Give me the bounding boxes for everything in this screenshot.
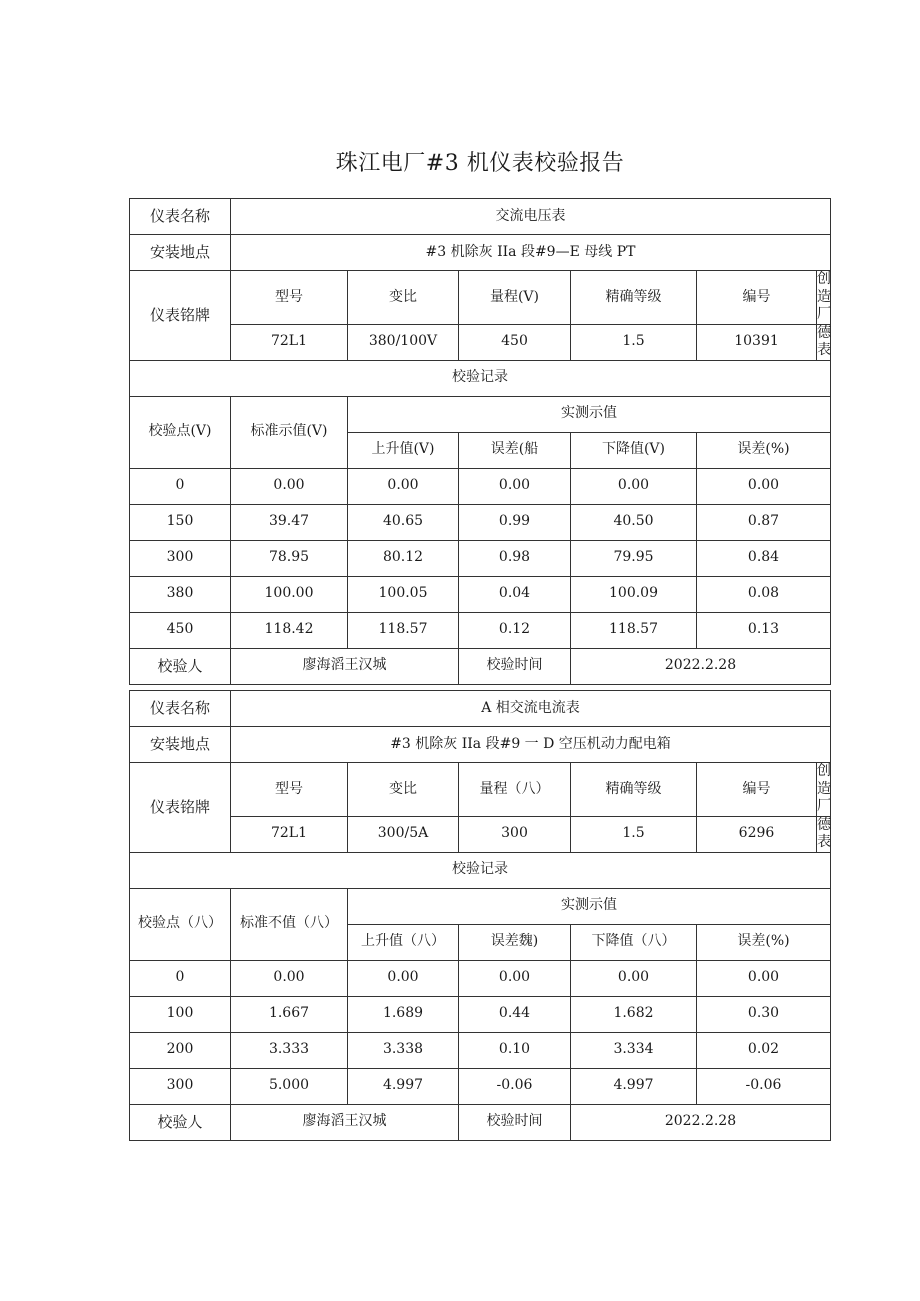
nameplate-label: 仪表铭牌 [130, 271, 231, 361]
down-value: 118.57 [571, 612, 697, 648]
cal-point: 300 [130, 1068, 231, 1104]
err-up-value: 0.00 [459, 468, 571, 504]
err-down-value: 0.02 [697, 1032, 831, 1068]
table-row [130, 996, 831, 1032]
model-header: 型号 [231, 271, 348, 325]
time-label: 校验时间 [459, 1104, 571, 1140]
model-value: 72L1 [231, 816, 348, 852]
time-label: 校验时间 [459, 648, 571, 684]
table-row [130, 504, 831, 540]
err-up-value: 0.10 [459, 1032, 571, 1068]
err-down-value: 0.08 [697, 576, 831, 612]
err-down-header: 误差(%) [697, 924, 831, 960]
up-header: 上升值（八） [348, 924, 459, 960]
up-value: 100.05 [348, 576, 459, 612]
std-value: 100.00 [231, 576, 348, 612]
cal-point: 0 [130, 960, 231, 996]
table-row [130, 576, 831, 612]
serial-header: 编号 [697, 271, 817, 325]
cal-point: 200 [130, 1032, 231, 1068]
grade-header: 精确等级 [571, 763, 697, 817]
instrument-name-label: 仪表名称 [130, 691, 231, 727]
cal-point: 150 [130, 504, 231, 540]
cal-point: 380 [130, 576, 231, 612]
instrument-name-value: A 相交流电流表 [231, 691, 831, 727]
err-down-value: 0.84 [697, 540, 831, 576]
inspector-value: 廖海滔王汉城 [231, 1104, 459, 1140]
maker-header: 创造厂 [817, 271, 831, 322]
err-down-value: -0.06 [697, 1068, 831, 1104]
nameplate-label: 仪表铭牌 [130, 763, 231, 853]
down-value: 3.334 [571, 1032, 697, 1068]
measured-header: 实测示值 [348, 888, 831, 924]
range-value: 300 [459, 816, 571, 852]
down-value: 0.00 [571, 960, 697, 996]
table-row [130, 1032, 831, 1068]
serial-value: 10391 [697, 324, 817, 360]
range-header: 量程（八） [459, 763, 571, 817]
date-value: 2022.2.28 [571, 1104, 831, 1140]
err-up-value: 0.44 [459, 996, 571, 1032]
maker-value: 德表 [817, 324, 831, 358]
up-value: 118.57 [348, 612, 459, 648]
err-down-value: 0.00 [697, 960, 831, 996]
install-location-value: #3 机除灰 IIa 段#9—E 母线 PT [231, 235, 831, 271]
err-up-value: 0.12 [459, 612, 571, 648]
up-value: 4.997 [348, 1068, 459, 1104]
up-value: 3.338 [348, 1032, 459, 1068]
err-up-value: 0.98 [459, 540, 571, 576]
ratio-header: 变比 [348, 271, 459, 325]
date-value: 2022.2.28 [571, 648, 831, 684]
err-up-value: 0.04 [459, 576, 571, 612]
err-down-header: 误差(%) [697, 432, 831, 468]
down-value: 0.00 [571, 468, 697, 504]
cal-point: 450 [130, 612, 231, 648]
err-down-value: 0.30 [697, 996, 831, 1032]
std-value: 39.47 [231, 504, 348, 540]
err-up-header: 误差魏) [459, 924, 571, 960]
up-value: 0.00 [348, 468, 459, 504]
grade-value: 1.5 [571, 816, 697, 852]
std-value: 1.667 [231, 996, 348, 1032]
down-value: 4.997 [571, 1068, 697, 1104]
err-up-value: 0.00 [459, 960, 571, 996]
table-row [130, 960, 831, 996]
serial-value: 6296 [697, 816, 817, 852]
range-header: 量程(V) [459, 271, 571, 325]
ratio-value: 380/100V [348, 324, 459, 360]
maker-value: 德表 [817, 816, 831, 850]
cal-point: 300 [130, 540, 231, 576]
inspector-label: 校验人 [130, 648, 231, 684]
err-up-value: 0.99 [459, 504, 571, 540]
up-value: 40.65 [348, 504, 459, 540]
measured-header: 实测示值 [348, 396, 831, 432]
std-value: 0.00 [231, 960, 348, 996]
record-heading: 校验记录 [130, 852, 831, 888]
ratio-header: 变比 [348, 763, 459, 817]
ratio-value: 300/5A [348, 816, 459, 852]
up-value: 1.689 [348, 996, 459, 1032]
up-value: 80.12 [348, 540, 459, 576]
err-down-value: 0.87 [697, 504, 831, 540]
install-location-label: 安装地点 [130, 727, 231, 763]
grade-header: 精确等级 [571, 271, 697, 325]
instrument-name-label: 仪表名称 [130, 199, 231, 235]
std-header: 标准不值（八） [231, 888, 348, 960]
err-down-value: 0.00 [697, 468, 831, 504]
inspector-value: 廖海滔王汉城 [231, 648, 459, 684]
down-value: 79.95 [571, 540, 697, 576]
table-row [130, 612, 831, 648]
cal-point: 0 [130, 468, 231, 504]
down-value: 40.50 [571, 504, 697, 540]
table-row [130, 468, 831, 504]
grade-value: 1.5 [571, 324, 697, 360]
report-table-2 [129, 690, 831, 1141]
install-location-label: 安装地点 [130, 235, 231, 271]
std-value: 3.333 [231, 1032, 348, 1068]
maker-header: 创造厂 [817, 763, 831, 814]
std-value: 118.42 [231, 612, 348, 648]
report-title: 珠江电厂#3 机仪表校验报告 [335, 151, 625, 176]
instrument-name-value: 交流电压表 [231, 199, 831, 235]
install-location-value: #3 机除灰 IIa 段#9 一 D 空压机动力配电箱 [231, 727, 831, 763]
down-header: 下降值(V) [571, 432, 697, 468]
up-header: 上升值(V) [348, 432, 459, 468]
point-header: 校验点（八） [130, 888, 231, 960]
record-heading: 校验记录 [130, 360, 831, 396]
cal-point: 100 [130, 996, 231, 1032]
err-down-value: 0.13 [697, 612, 831, 648]
std-value: 5.000 [231, 1068, 348, 1104]
std-value: 78.95 [231, 540, 348, 576]
inspector-label: 校验人 [130, 1104, 231, 1140]
table-row [130, 1068, 831, 1104]
down-value: 1.682 [571, 996, 697, 1032]
err-up-header: 误差(船 [459, 432, 571, 468]
err-up-value: -0.06 [459, 1068, 571, 1104]
range-value: 450 [459, 324, 571, 360]
up-value: 0.00 [348, 960, 459, 996]
point-header: 校验点(V) [130, 396, 231, 468]
report-table-1 [129, 198, 831, 685]
down-value: 100.09 [571, 576, 697, 612]
serial-header: 编号 [697, 763, 817, 817]
model-header: 型号 [231, 763, 348, 817]
std-value: 0.00 [231, 468, 348, 504]
down-header: 下降值（八） [571, 924, 697, 960]
std-header: 标准示值(V) [231, 396, 348, 468]
model-value: 72L1 [231, 324, 348, 360]
table-row [130, 540, 831, 576]
